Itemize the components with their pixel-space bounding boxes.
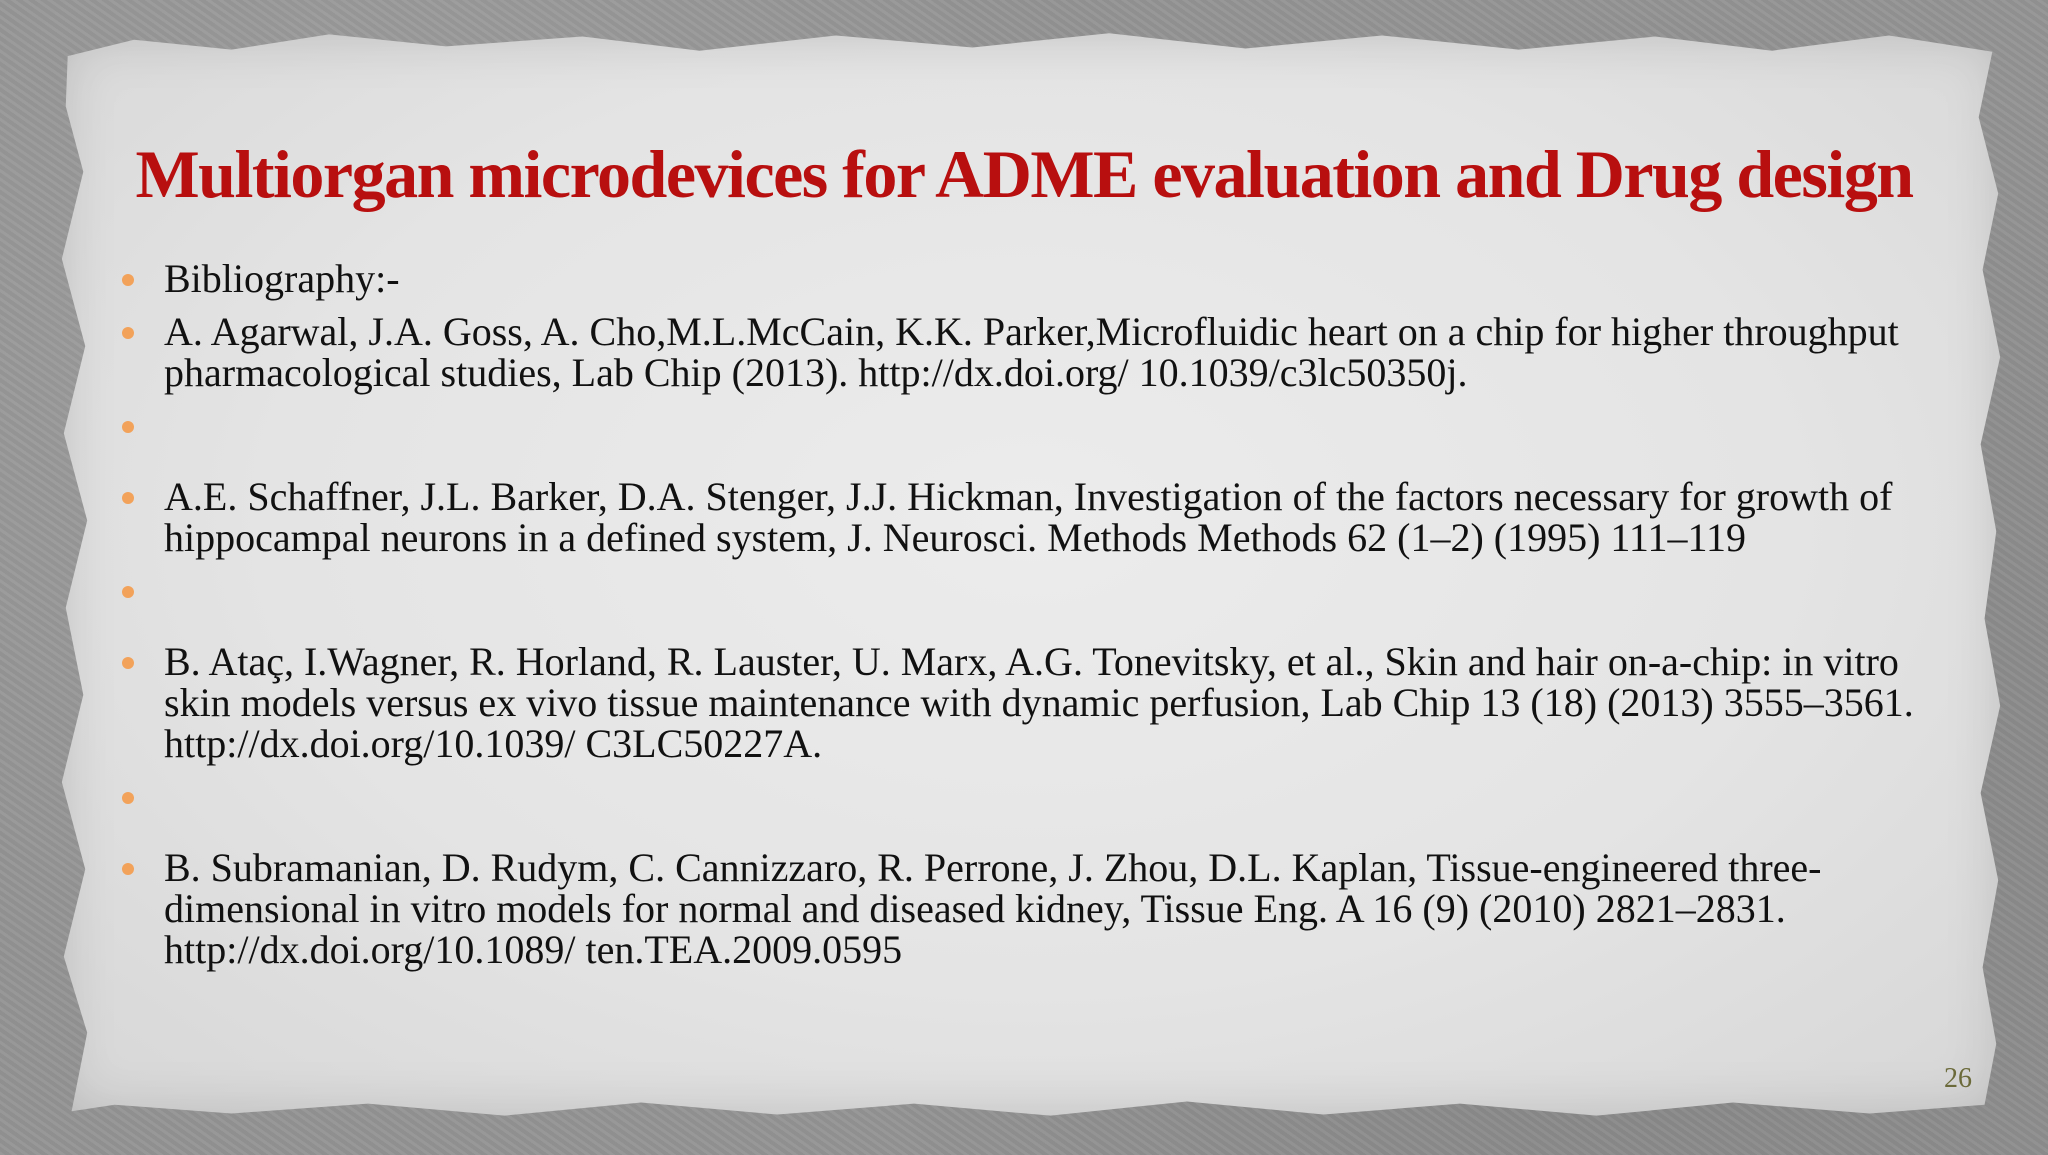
bullet-text: Bibliography:- [164, 256, 400, 301]
bullet-icon [122, 863, 134, 875]
bibliography-list [118, 258, 1948, 982]
bullet-text: B. Subramanian, D. Rudym, C. Cannizzaro, R. Perrone, J. Zhou, D.L. Kaplan, Tissue-engineered three-dimensional in vitro models for normal and diseased kidney, Tissue Eng. A 16 (9) (2010) 2821–2831. http://dx.doi.org/10.1089/ ten.TEA.2009.0595 [164, 845, 1822, 972]
bullet-icon [122, 657, 134, 669]
bullet-icon [122, 327, 134, 339]
bullet-icon [122, 492, 134, 504]
page-number: 26 [1944, 1063, 1972, 1094]
bullet-icon [122, 274, 134, 286]
bullet-item-empty [118, 776, 1948, 817]
bullet-text: A.E. Schaffner, J.L. Barker, D.A. Stenger, J.J. Hickman, Investigation of the factors necessary for growth of hippocampal neurons in a defined system, J. Neurosci. Methods Methods 62 (1–2) (1995) 111–119 [164, 474, 1893, 560]
bullet-item-reference [118, 311, 1948, 393]
bullet-item-bibliography [118, 258, 1948, 299]
bullet-icon [122, 421, 134, 433]
bullet-text: B. Ataç, I.Wagner, R. Horland, R. Lauster, U. Marx, A.G. Tonevitsky, et al., Skin and hair on-a-chip: in vitro skin models versus ex vivo tissue maintenance with dynamic perfusion, Lab Chip 13 (18) (2013) 3555–3561. http://dx.doi.org/10.1039/ C3LC50227A. [164, 639, 1914, 766]
bullet-item-reference [118, 641, 1948, 764]
slide-title: Multiorgan microdevices for ADME evaluation and Drug design [135, 136, 1913, 212]
bullet-icon [122, 586, 134, 598]
bullet-item-empty [118, 570, 1948, 611]
bullet-icon [122, 792, 134, 804]
bullet-item-reference [118, 847, 1948, 970]
bullet-text: A. Agarwal, J.A. Goss, A. Cho,M.L.McCain, K.K. Parker,Microfluidic heart on a chip for higher throughput pharmacological studies, Lab Chip (2013). http://dx.doi.org/ 10.1039/c3lc50350j. [164, 309, 1899, 395]
bullet-item-empty [118, 405, 1948, 446]
bullet-item-reference [118, 476, 1948, 558]
